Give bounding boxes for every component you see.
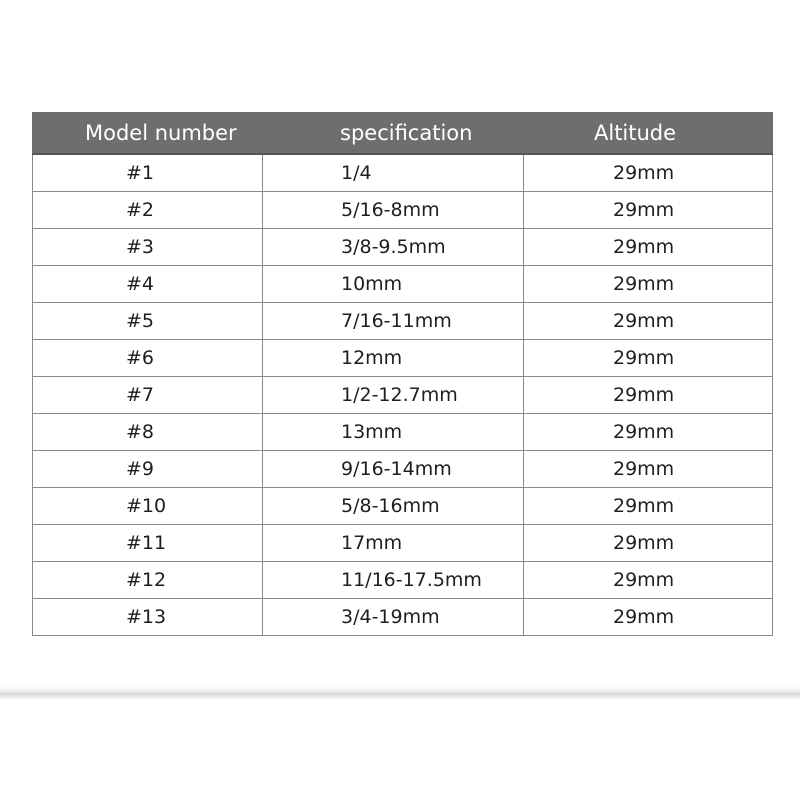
header-specification: specification (263, 113, 524, 155)
altitude-cell: 29mm (524, 266, 773, 303)
specification-cell: 5/8-16mm (263, 488, 524, 525)
table-row (33, 192, 773, 229)
specification-cell: 10mm (263, 266, 524, 303)
specification-cell: 12mm (263, 340, 524, 377)
model-number-cell: #7 (33, 377, 263, 414)
model-number-cell: #1 (33, 154, 263, 192)
table-row (33, 303, 773, 340)
model-number-cell: #3 (33, 229, 263, 266)
table-row (33, 340, 773, 377)
model-number-cell: #13 (33, 599, 263, 636)
model-number-cell: #9 (33, 451, 263, 488)
altitude-cell: 29mm (524, 451, 773, 488)
table-row (33, 229, 773, 266)
table-header (33, 113, 773, 155)
specification-cell: 13mm (263, 414, 524, 451)
header-model-number: Model number (33, 113, 263, 155)
altitude-cell: 29mm (524, 303, 773, 340)
model-number-cell: #10 (33, 488, 263, 525)
model-number-cell: #5 (33, 303, 263, 340)
specification-cell: 17mm (263, 525, 524, 562)
model-number-cell: #8 (33, 414, 263, 451)
table-row (33, 599, 773, 636)
model-number-cell: #2 (33, 192, 263, 229)
specification-cell: 1/4 (263, 154, 524, 192)
specification-cell: 3/4-19mm (263, 599, 524, 636)
header-row (33, 113, 773, 155)
specification-cell: 1/2-12.7mm (263, 377, 524, 414)
specification-cell: 3/8-9.5mm (263, 229, 524, 266)
altitude-cell: 29mm (524, 414, 773, 451)
model-number-cell: #11 (33, 525, 263, 562)
table-row (33, 525, 773, 562)
altitude-cell: 29mm (524, 154, 773, 192)
altitude-cell: 29mm (524, 229, 773, 266)
table-row (33, 562, 773, 599)
specification-cell: 5/16-8mm (263, 192, 524, 229)
altitude-cell: 29mm (524, 192, 773, 229)
altitude-cell: 29mm (524, 488, 773, 525)
altitude-cell: 29mm (524, 377, 773, 414)
table-row (33, 154, 773, 192)
table-row (33, 488, 773, 525)
altitude-cell: 29mm (524, 599, 773, 636)
specification-cell: 9/16-14mm (263, 451, 524, 488)
table-row (33, 451, 773, 488)
table-row (33, 266, 773, 303)
altitude-cell: 29mm (524, 525, 773, 562)
spec-table (32, 112, 773, 636)
header-altitude: Altitude (524, 113, 773, 155)
bottom-divider-shadow (0, 686, 800, 700)
specification-cell: 11/16-17.5mm (263, 562, 524, 599)
model-number-cell: #12 (33, 562, 263, 599)
model-number-cell: #4 (33, 266, 263, 303)
altitude-cell: 29mm (524, 562, 773, 599)
specification-cell: 7/16-11mm (263, 303, 524, 340)
altitude-cell: 29mm (524, 340, 773, 377)
model-number-cell: #6 (33, 340, 263, 377)
table-body (33, 154, 773, 636)
table-row (33, 414, 773, 451)
table-row (33, 377, 773, 414)
